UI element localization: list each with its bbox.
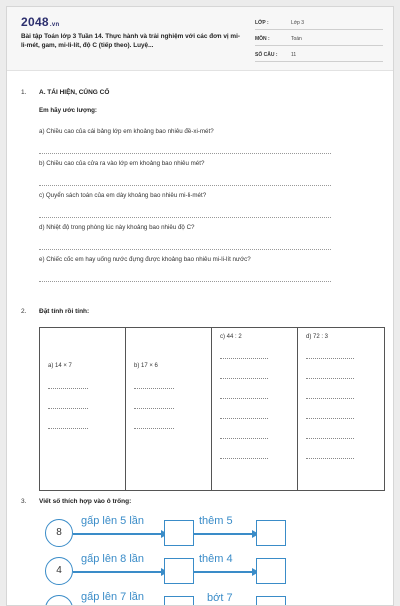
cell-b: [126, 328, 212, 490]
question: c) Quyển sách toán của em dày khoảng bao nhiêu mi-li-mét?: [39, 192, 206, 199]
answer-line[interactable]: [220, 398, 268, 399]
cell-label: d) 72 : 3: [306, 334, 328, 340]
answer-line[interactable]: [134, 428, 174, 429]
answer-line[interactable]: [39, 185, 331, 186]
answer-line[interactable]: [134, 408, 174, 409]
answer-line[interactable]: [306, 438, 354, 439]
calculation-grid: [39, 327, 385, 491]
answer-line[interactable]: [220, 458, 268, 459]
arrow-line: [194, 571, 256, 573]
meta-row-count: [255, 48, 383, 62]
site-logo[interactable]: [21, 15, 59, 29]
start-number: 4: [45, 557, 73, 585]
operation-label: thêm 5: [199, 515, 233, 527]
instruction: Em hãy ước lượng:: [39, 107, 97, 114]
question: b) Chiều cao của cửa ra vào lớp em khoảng bao nhiêu mét?: [39, 160, 204, 167]
answer-box[interactable]: [256, 558, 286, 584]
document-title: Bài tập Toán lớp 3 Tuần 14. Thực hành và trải nghiệm với các đơn vị mi-li-mét, gam, mi-li-lít, độ C (tiếp theo). Luyệ...: [21, 32, 243, 50]
operation-label: thêm 4: [199, 553, 233, 565]
operation-label: bớt 7: [207, 592, 233, 604]
answer-line[interactable]: [306, 398, 354, 399]
meta-value: 11: [291, 52, 296, 58]
meta-value: Toán: [291, 36, 302, 42]
answer-line[interactable]: [220, 438, 268, 439]
answer-line[interactable]: [48, 428, 88, 429]
arrow-line: [73, 571, 165, 573]
answer-line[interactable]: [220, 358, 268, 359]
answer-line[interactable]: [48, 388, 88, 389]
cell-c: [212, 328, 298, 490]
logo-text: 2048: [21, 15, 49, 29]
cell-label: b) 17 × 6: [134, 363, 158, 369]
section-number: 2.: [21, 308, 26, 315]
answer-line[interactable]: [306, 378, 354, 379]
answer-box[interactable]: [164, 558, 194, 584]
cell-label: a) 14 × 7: [48, 363, 72, 369]
meta-row-subject: [255, 32, 383, 46]
section-title: Đặt tính rồi tính:: [39, 308, 89, 315]
answer-box[interactable]: [256, 520, 286, 546]
cell-label: c) 44 : 2: [220, 334, 242, 340]
answer-line[interactable]: [39, 249, 331, 250]
answer-line[interactable]: [134, 388, 174, 389]
arrow-line: [194, 533, 256, 535]
question: d) Nhiệt độ trong phòng lúc này khoảng bao nhiêu độ C?: [39, 224, 195, 231]
meta-key: LỚP :: [255, 20, 269, 26]
operation-label: gấp lên 8 lần: [81, 553, 144, 565]
meta-key: MÔN :: [255, 36, 270, 42]
answer-line[interactable]: [306, 418, 354, 419]
answer-line[interactable]: [220, 418, 268, 419]
meta-row-class: [255, 16, 383, 30]
answer-line[interactable]: [39, 217, 331, 218]
section-number: 1.: [21, 89, 26, 96]
answer-line[interactable]: [39, 153, 331, 154]
arrow-line: [73, 533, 165, 535]
meta-info: [255, 16, 383, 64]
question: e) Chiếc cốc em hay uống nước đựng được khoảng bao nhiêu mi-li-lít nước?: [39, 256, 251, 263]
page-header: [7, 7, 393, 71]
answer-box[interactable]: [164, 596, 194, 606]
start-number: [45, 595, 73, 606]
answer-line[interactable]: [306, 458, 354, 459]
answer-line[interactable]: [39, 281, 331, 282]
cell-a: [40, 328, 126, 490]
cell-d: [298, 328, 384, 490]
answer-box[interactable]: [256, 596, 286, 606]
answer-box[interactable]: [164, 520, 194, 546]
section-title: A. TÁI HIỆN, CỦNG CỐ: [39, 89, 109, 96]
start-number: 8: [45, 519, 73, 547]
operation-label: gấp lên 7 lần: [81, 591, 144, 603]
meta-value: Lớp 3: [291, 20, 304, 26]
worksheet-page: [6, 6, 394, 606]
answer-line[interactable]: [220, 378, 268, 379]
operation-label: gấp lên 5 lần: [81, 515, 144, 527]
logo-suffix: .vn: [50, 22, 60, 28]
meta-key: SỐ CÂU :: [255, 52, 278, 58]
section-title: Viết số thích hợp vào ô trống:: [39, 498, 131, 505]
section-number: 3.: [21, 498, 26, 505]
answer-line[interactable]: [48, 408, 88, 409]
answer-line[interactable]: [306, 358, 354, 359]
question: a) Chiều cao của cái bảng lớp em khoảng bao nhiêu đề-xi-mét?: [39, 128, 214, 135]
